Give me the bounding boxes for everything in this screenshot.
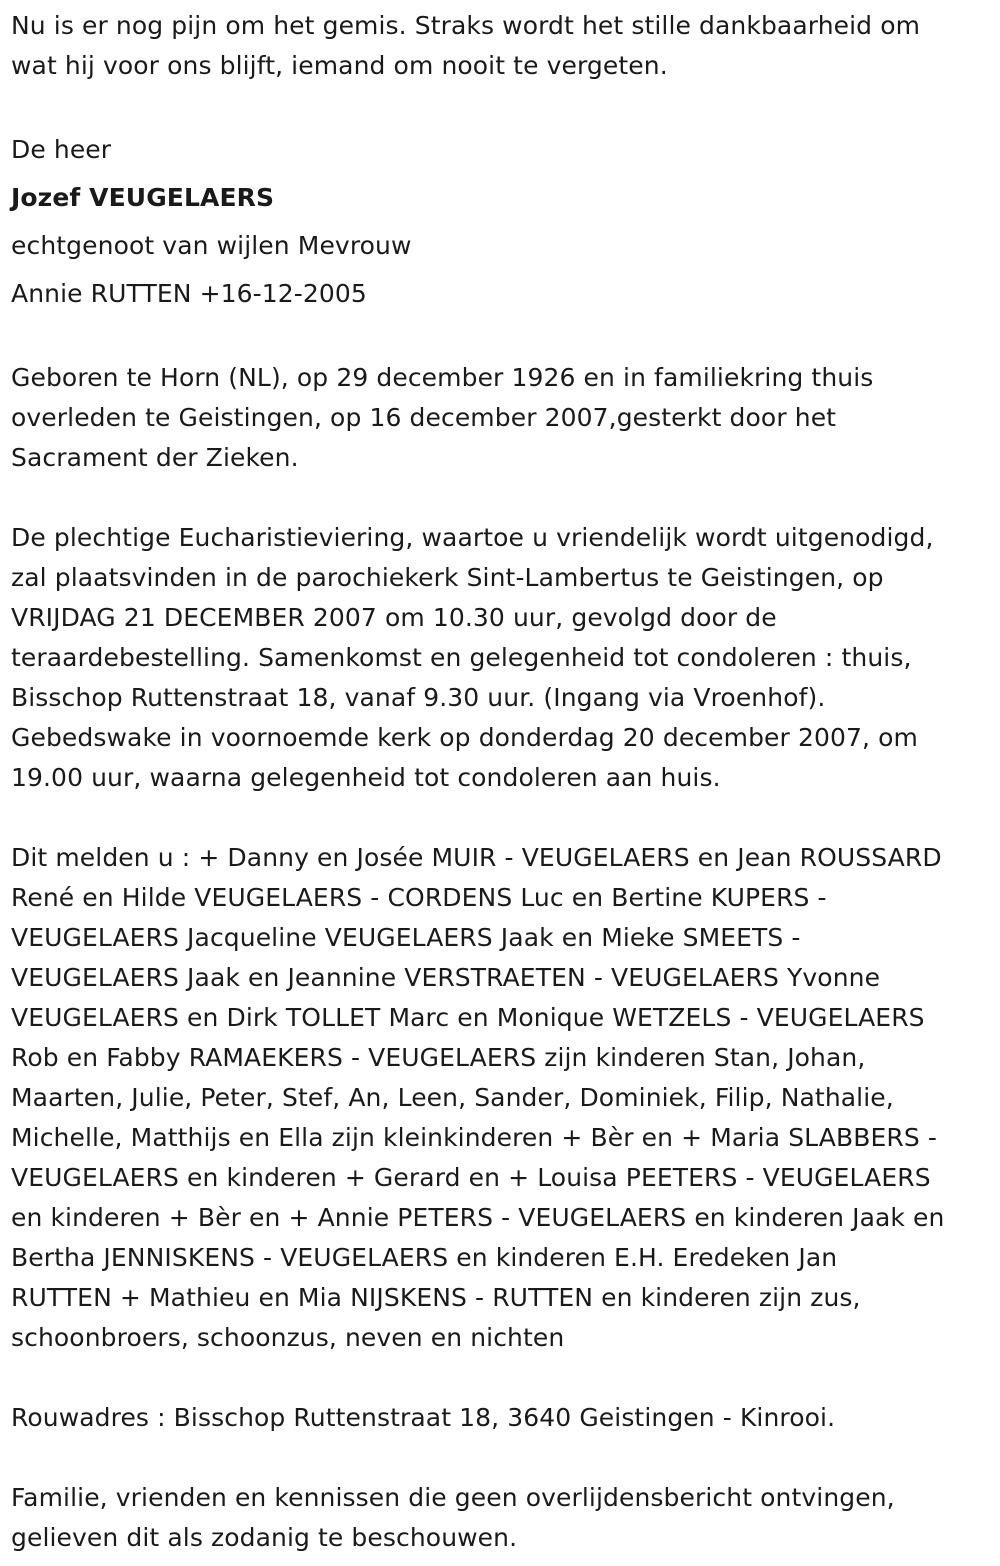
ceremony-line: Gebedswake in voornoemde kerk op donderdag 20 december 2007, om <box>11 723 918 752</box>
birth-death-line: Geboren te Horn (NL), op 29 december 1926 en in familiekring thuis <box>11 363 874 392</box>
family-line: VEUGELAERS Jacqueline VEUGELAERS Jaak en Mieke SMEETS - <box>11 923 801 952</box>
intro-line: wat hij voor ons blijft, iemand om nooit te vergeten. <box>11 51 668 80</box>
ceremony-line: teraardebestelling. Samenkomst en gelegenheid tot condoleren : thuis, <box>11 643 912 672</box>
birth-death-line: overleden te Geistingen, op 16 december 2007,gesterkt door het <box>11 403 837 432</box>
family-paragraph <box>11 838 1000 1358</box>
intro-line: Nu is er nog pijn om het gemis. Straks wordt het stille dankbaarheid om <box>11 11 921 40</box>
deceased-name: Jozef VEUGELAERS <box>11 183 275 212</box>
family-line: en kinderen + Bèr en + Annie PETERS - VEUGELAERS en kinderen Jaak en <box>11 1203 945 1232</box>
spacer <box>11 1438 1000 1478</box>
family-line: VEUGELAERS Jaak en Jeannine VERSTRAETEN - VEUGELAERS Yvonne <box>11 963 881 992</box>
closing-paragraph <box>11 1478 1000 1558</box>
ceremony-line: VRIJDAG 21 DECEMBER 2007 om 10.30 uur, gevolgd door de <box>11 603 777 632</box>
closing-line: gelieven dit als zodanig te beschouwen. <box>11 1523 518 1552</box>
ceremony-line: zal plaatsvinden in de parochiekerk Sint-Lambertus te Geistingen, op <box>11 563 884 592</box>
family-line: Michelle, Matthijs en Ella zijn kleinkinderen + Bèr en + Maria SLABBERS - <box>11 1123 937 1152</box>
spouse-line: echtgenoot van wijlen Mevrouw <box>11 231 412 260</box>
ceremony-line: 19.00 uur, waarna gelegenheid tot condoleren aan huis. <box>11 763 721 792</box>
intro-paragraph <box>11 6 1000 86</box>
family-line: Rob en Fabby RAMAEKERS - VEUGELAERS zijn kinderen Stan, Johan, <box>11 1043 866 1072</box>
family-line: schoonbroers, schoonzus, neven en nichten <box>11 1323 565 1352</box>
family-line: VEUGELAERS en Dirk TOLLET Marc en Monique WETZELS - VEUGELAERS <box>11 1003 925 1032</box>
address-line: Rouwadres : Bisschop Ruttenstraat 18, 3640 Geistingen - Kinrooi. <box>11 1403 836 1432</box>
family-line: Maarten, Julie, Peter, Stef, An, Leen, Sander, Dominiek, Filip, Nathalie, <box>11 1083 894 1112</box>
spacer <box>11 86 1000 126</box>
spacer <box>11 1358 1000 1398</box>
family-line: Dit melden u : + Danny en Josée MUIR - VEUGELAERS en Jean ROUSSARD <box>11 843 942 872</box>
spouse-line: Annie RUTTEN +16-12-2005 <box>11 279 367 308</box>
address-paragraph <box>11 1398 1000 1438</box>
family-line: VEUGELAERS en kinderen + Gerard en + Louisa PEETERS - VEUGELAERS <box>11 1163 931 1192</box>
ceremony-paragraph <box>11 518 1000 798</box>
spacer <box>11 318 1000 358</box>
birth-death-line: Sacrament der Zieken. <box>11 443 299 472</box>
spacer <box>11 798 1000 838</box>
salutation: De heer <box>11 135 112 164</box>
family-line: René en Hilde VEUGELAERS - CORDENS Luc en Bertine KUPERS - <box>11 883 827 912</box>
family-line: RUTTEN + Mathieu en Mia NIJSKENS - RUTTEN en kinderen zijn zus, <box>11 1283 861 1312</box>
deceased-block <box>11 126 1000 318</box>
birth-death-paragraph <box>11 358 1000 478</box>
ceremony-line: Bisschop Ruttenstraat 18, vanaf 9.30 uur. (Ingang via Vroenhof). <box>11 683 826 712</box>
closing-line: Familie, vrienden en kennissen die geen overlijdensbericht ontvingen, <box>11 1483 895 1512</box>
family-line: Bertha JENNISKENS - VEUGELAERS en kinderen E.H. Eredeken Jan <box>11 1243 838 1272</box>
spacer <box>11 478 1000 518</box>
ceremony-line: De plechtige Eucharistieviering, waartoe u vriendelijk wordt uitgenodigd, <box>11 523 934 552</box>
